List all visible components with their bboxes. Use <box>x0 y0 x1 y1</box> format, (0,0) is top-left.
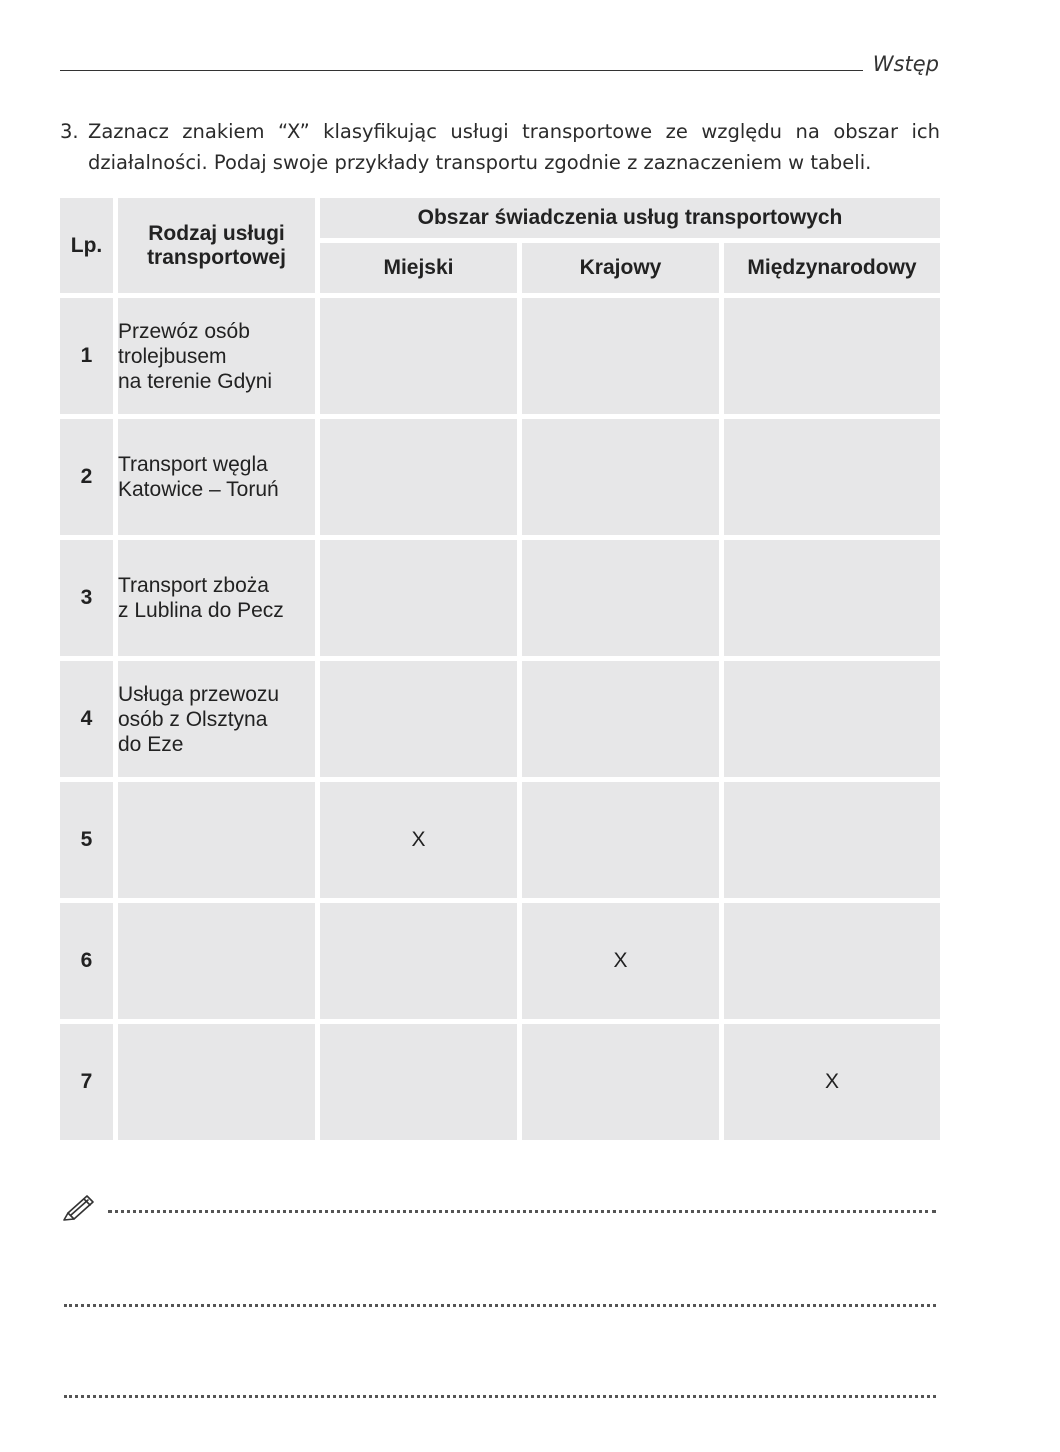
transport-service-cell[interactable] <box>118 903 315 1019</box>
transport-service-cell[interactable]: Transport węgla Katowice – Toruń <box>118 419 315 535</box>
miedzynarodowy-cell[interactable] <box>724 298 940 414</box>
krajowy-cell[interactable]: X <box>522 903 719 1019</box>
row-number: 4 <box>60 661 113 777</box>
krajowy-cell[interactable] <box>522 1024 719 1140</box>
table-row <box>60 540 940 656</box>
table-row <box>60 298 940 414</box>
miedzynarodowy-cell[interactable]: X <box>724 1024 940 1140</box>
table-row <box>60 419 940 535</box>
answer-line-2[interactable] <box>64 1304 936 1307</box>
row-number: 2 <box>60 419 113 535</box>
header-rule <box>60 70 863 71</box>
header-rodzaj: Rodzaj usługi transportowej <box>118 198 315 293</box>
miejski-cell[interactable] <box>320 661 517 777</box>
krajowy-cell[interactable] <box>522 782 719 898</box>
header-obszar: Obszar świadczenia usług transportowych <box>320 198 940 238</box>
miedzynarodowy-cell[interactable] <box>724 903 940 1019</box>
classification-table <box>55 193 945 1145</box>
miejski-cell[interactable] <box>320 540 517 656</box>
transport-service-cell[interactable]: Przewóz osób trolejbusem na terenie Gdyni <box>118 298 315 414</box>
krajowy-cell[interactable] <box>522 419 719 535</box>
krajowy-cell[interactable] <box>522 661 719 777</box>
miejski-cell[interactable] <box>320 903 517 1019</box>
miedzynarodowy-cell[interactable] <box>724 782 940 898</box>
task-instruction <box>60 116 940 178</box>
task-text: Zaznacz znakiem “X” klasyfikując usługi transportowe ze względu na obszar ich działalności. Podaj swoje przykłady transportu zgodnie z zaznaczeniem w tabeli. <box>88 120 940 174</box>
row-number: 7 <box>60 1024 113 1140</box>
table-row <box>60 661 940 777</box>
miedzynarodowy-cell[interactable] <box>724 540 940 656</box>
header-miejski: Miejski <box>320 243 517 293</box>
header-krajowy: Krajowy <box>522 243 719 293</box>
transport-service-cell[interactable] <box>118 1024 315 1140</box>
transport-service-cell[interactable] <box>118 782 315 898</box>
table-row <box>60 1024 940 1140</box>
krajowy-cell[interactable] <box>522 298 719 414</box>
miejski-cell[interactable] <box>320 298 517 414</box>
miejski-cell[interactable] <box>320 1024 517 1140</box>
miedzynarodowy-cell[interactable] <box>724 419 940 535</box>
row-number: 6 <box>60 903 113 1019</box>
miedzynarodowy-cell[interactable] <box>724 661 940 777</box>
header-lp: Lp. <box>60 198 113 293</box>
table-row <box>60 903 940 1019</box>
section-title: Wstęp <box>872 52 939 76</box>
header-miedzynarodowy: Międzynarodowy <box>724 243 940 293</box>
row-number: 5 <box>60 782 113 898</box>
answer-line-1[interactable] <box>108 1210 936 1213</box>
transport-service-cell[interactable]: Transport zboża z Lublina do Pecz <box>118 540 315 656</box>
answer-line-3[interactable] <box>64 1395 936 1398</box>
table-row <box>60 782 940 898</box>
transport-service-cell[interactable]: Usługa przewozu osób z Olsztyna do Eze <box>118 661 315 777</box>
miejski-cell[interactable] <box>320 419 517 535</box>
miejski-cell[interactable]: X <box>320 782 517 898</box>
krajowy-cell[interactable] <box>522 540 719 656</box>
task-number: 3. <box>60 120 79 143</box>
row-number: 1 <box>60 298 113 414</box>
row-number: 3 <box>60 540 113 656</box>
pencil-icon <box>61 1192 97 1222</box>
